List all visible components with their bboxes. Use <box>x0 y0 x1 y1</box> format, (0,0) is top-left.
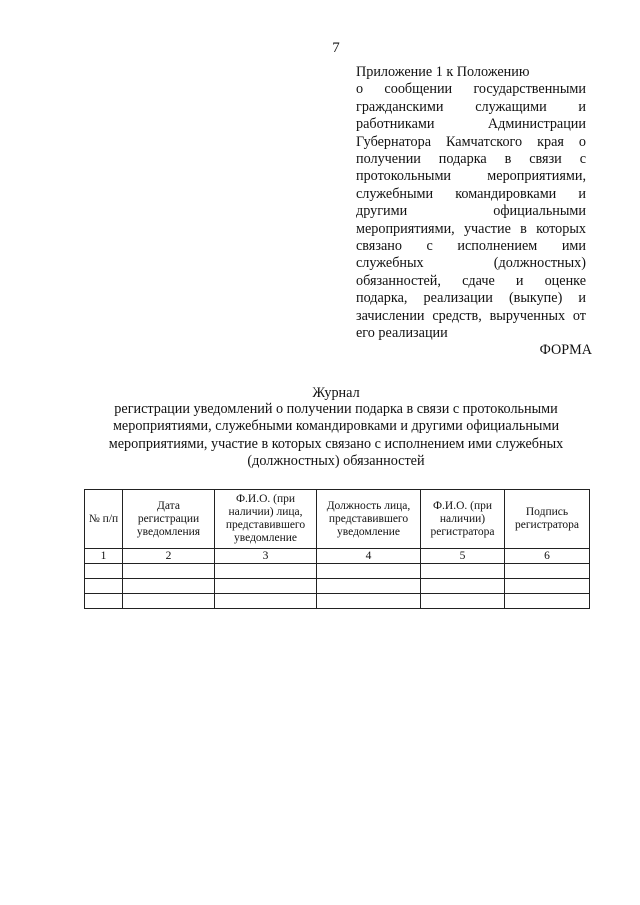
appendix-text: о сообщении государственными гражданскими служащими и работниками Администрации Губернатора Камчатского края о получении подарка в связи с протокольными мероприятиями, служебными командировками и другими официальными мероприятиями, участие в которых связано с исполнением ими служебных (должностных) обязанностей, сдаче и оценке подарка, реализации (выкупе) и зачислении средств, вырученных от его реализации <box>356 81 586 342</box>
column-number-cell: 5 <box>421 549 505 564</box>
header-cell-number: № п/п <box>85 490 123 549</box>
empty-cell <box>421 564 505 579</box>
table-row <box>85 564 590 579</box>
empty-cell <box>317 594 421 609</box>
empty-cell <box>85 594 123 609</box>
empty-cell <box>123 594 215 609</box>
empty-cell <box>215 579 317 594</box>
column-number-cell: 4 <box>317 549 421 564</box>
empty-cell <box>85 579 123 594</box>
empty-cell <box>317 564 421 579</box>
header-cell-submitter-position: Должность лица, представившего уведомление <box>317 490 421 549</box>
empty-cell <box>421 579 505 594</box>
column-number-row <box>85 549 590 564</box>
column-number-cell: 2 <box>123 549 215 564</box>
empty-cell <box>505 579 590 594</box>
table-row <box>85 579 590 594</box>
empty-cell <box>505 594 590 609</box>
empty-cell <box>123 579 215 594</box>
table-row <box>85 594 590 609</box>
header-cell-registrar-signature: Подпись регистратора <box>505 490 590 549</box>
journal-title: Журнал <box>312 385 360 401</box>
column-number-cell: 3 <box>215 549 317 564</box>
column-number-cell: 6 <box>505 549 590 564</box>
appendix-first-line: Приложение 1 к Положению <box>356 64 530 80</box>
appendix-heading <box>356 64 586 343</box>
empty-cell <box>215 594 317 609</box>
header-cell-submitter-name: Ф.И.О. (при наличии) лица, представившего уведомление <box>215 490 317 549</box>
header-cell-registrar-name: Ф.И.О. (при наличии) регистратора <box>421 490 505 549</box>
column-number-cell: 1 <box>85 549 123 564</box>
empty-cell <box>215 564 317 579</box>
empty-cell <box>123 564 215 579</box>
empty-cell <box>85 564 123 579</box>
empty-cell <box>421 594 505 609</box>
journal-subtitle: регистрации уведомлений о получении подарка в связи с протокольными мероприятиями, служебными командировками и другими официальными мероприятиями, участие в которых связано с исполнением ими служебных (должностных) обязанностей <box>108 401 564 469</box>
header-row <box>85 490 590 549</box>
register-table <box>84 489 590 609</box>
page-number: 7 <box>332 40 340 56</box>
empty-cell <box>505 564 590 579</box>
empty-cell <box>317 579 421 594</box>
header-cell-date: Дата регистрации уведомления <box>123 490 215 549</box>
forma-label: ФОРМА <box>539 342 592 358</box>
